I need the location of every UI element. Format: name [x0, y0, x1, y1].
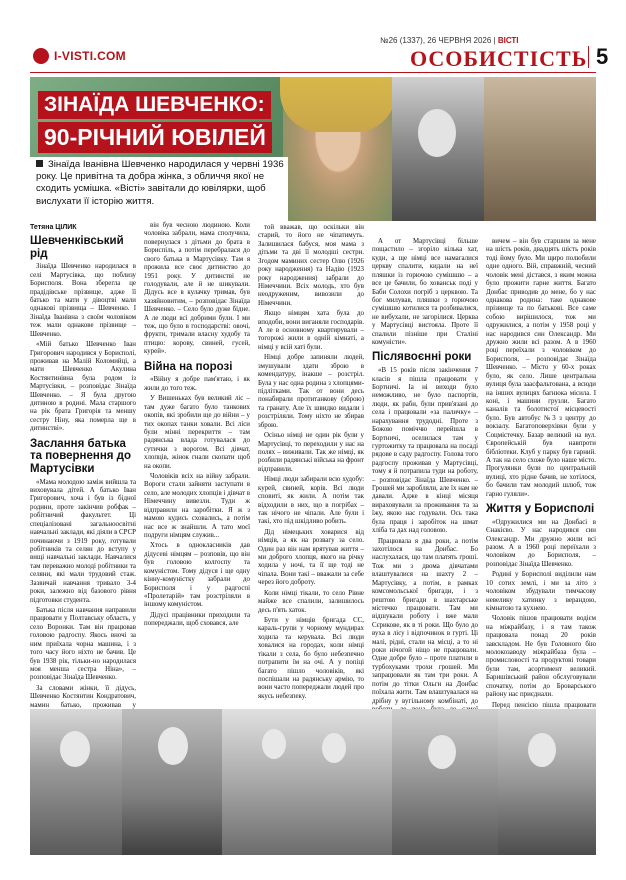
paragraph: Чоловік пішов працювати водієм на міжрайбазу, і я там також працювала понад 20 років завскладом. Не був Головного бію молокозаводу міжрайбаза була – промисловості та продуктові товари були там, асортимент великий. Баришівський район обслуговували спочатку, потім до Броварського району нас приєднали. [486, 615, 596, 699]
paragraph: він був чесною людиною. Коли чоловіка забрали, мама сполучила, повернулася з дітьми до брата в Бориспіль, а потім перебралася до свого батька в Мартусівку. Там я прожила все своє дитинство до 1951 року. У дитинстві не голодували, але й не шикували. Дідусь все в кулачку тримав, був хазяйновитим, – розповідає Зінаїда Шевченко. – Село було дуже бідне. А ле люди всі добрими були. І ми теж, що було в господарстві: овочі, фрукти, тримали власну худобу та птицю: корову, свиней, гусей, курей». [144, 222, 250, 356]
subheading-5: Життя у Борисполі [486, 503, 595, 516]
site-name: I-VISTI.COM [54, 49, 126, 63]
subheading-2: Заслання батька та повернення до Мартусівки [30, 437, 131, 475]
headline-line-2: 90-РІЧНИЙ ЮВІЛЕЙ [38, 122, 272, 153]
header-divider [588, 46, 589, 68]
issue-info: №26 (1337), 26 ЧЕРВНЯ 2026 | ВІСТІ [380, 36, 519, 45]
article-column-2 [144, 222, 250, 631]
archive-photo-3 [222, 709, 392, 855]
paragraph: «Одружилися ми на Донбасі в Єнакієво. У нас народився син Олександр. Ми дружно жили всі разом. А в 1960 році переїхали з чоловіком до Борисполя, – розповідає Зінаїда Шевченко. [486, 518, 596, 568]
archive-photo-1 [30, 709, 122, 855]
paragraph: вичем – він був старшим за мене на шість років, двадцять шість років тоді йому було. Ми щиро полюбили одне одного. Вій, справжній, чесний чоловік мені дістався, з яким можна було прожити гарне життя. Багато Донбас приводив до мене, бо у нас однакова родина: таке однакове прізвище та по батькові. Все саме собою вирішилося, тож ми одружилися, а потім у 1958 році у нас народився син Олександр. Ми дружно жили всі разом. А в 1960 році переїхали з чоловіком до Борисполя, – розповідає Зінаїда Шевченко. – Місто у 60-х роках було, як село. Лише центральна вулиця була заасфальтована, а всюди на інших вулицях багнюка місила. І коні, і машини грузли. Багато каналів та болотистої місцевості було. Був автобус №3 з центру до вокзалу. Багатоповерхівки були у Соцмістечку. Базар великий на вул. Європейській був навпроти бібліотеки. Клуб у парку був гарний. А так на село схоже було наше місто. Прогулянки були по центральній вулиці, хто рідне бачив, не хотілося, бо бачили там молодий шлюб, тож гарно гуляли». [486, 238, 596, 498]
subheading-4: Післявоєнні роки [372, 351, 472, 364]
photo-strip [30, 709, 596, 855]
paragraph: Німці добре запиняли людей, змушували здати зброю в комендатуру, інакше – розстріл. Була у нас одна родина з хлопцями-підлітками. Так от вони десь понабирали протитанкову (зброю) та гранату. Але їх швидко видали і розстріляли. Тому ніхто не збирав зброю. [258, 354, 364, 429]
paragraph: «Війну я добре пам'ятаю, і як жили до того теж. [144, 376, 250, 392]
site-logo-icon [33, 48, 49, 64]
photo-face-detail [60, 731, 90, 767]
subheading-1: Шевченківський рід [30, 235, 124, 260]
article-column-3 [258, 224, 364, 703]
paragraph: Зінаїда Шевченко народилася в селі Мартусівка, що поблизу Борисполя. Вона зберегла це прадідівське прізвище, адже її батько та мати у дівоцтві мали однакові прізвища – Шевченко. І Зінаїда Іванівна з своїм чоловіком теж мали однакове прізвище – Шевченко. [30, 263, 136, 338]
article-column-1 [30, 224, 136, 773]
article-column-4 [372, 238, 478, 761]
paragraph: За словами жінки, її дідусь, Шевченко Костянтин Кондратович, мамин батько, проживав у [30, 684, 136, 709]
photo-face-detail [428, 735, 456, 769]
paragraph: «В 15 років після закінчення 7 класів я пішла працювати у Бортничі. Іа ні виходи було неможливо, не було паспортів, люди, як раби, були прив'язані до села і працювали «за паличку» – нарахування трудодні. Проте з Божою поміччю перейшла в Бортничі, оселилася там у гуртожитку та працювала на посаді рядове в саду радгоспу. Голова того радгоспу проживав у Мартусівці, тому я й потрапила туди на роботу, – розповідає Зінаїда Шевченко. – Грошей ми заробляли, але їх нам не давали. Адже в кінці місяця вираховували за проживання та за їжу, якою нас годували. Ось така була праця і заробіток на шмат хліба та дах над головою. [372, 367, 478, 535]
photo-face-detail [418, 109, 456, 157]
family-photo [484, 77, 596, 221]
photo-face-detail [528, 733, 556, 767]
paragraph: Бути у німців бригада СС, караль-групи у чорному мундирах ходила та керувала. Всі люди ховалися на городах, коли німці тікали з села, бо було небезпечно потрапити їм на очі. А у попіці багато пішло чоловіків, які поспішали на радянську армію, то вони часто попереджали людей про якусь небезпеку. [258, 616, 364, 700]
lead-paragraph: Зінаїда Іванівна Шевченко народилася у червні 1936 року. Це привітна та добра жінка, з обличчя якої не сходить усмішка. «Вісті» завітали до ювілярки, щоб вислухати її історію життя. [36, 159, 284, 207]
paragraph: Чоловіків всіх на війну забрали. Вороги стали зайняти заступати в село, але молодих хлопців і дівчат в Німеччину вивезли. Туди ж відправили на заробітки. Я ж з мамою кудись сховались, а потім нас все ж знайшли. А тато моєї подруги німцям служив... [144, 473, 250, 539]
paragraph: Німці люди забирали всю худобу: курей, свиней, корів. Всі люди сповиті, як жили. А потім так відходили в них, що в погрібах – так нічого не чіпали. Але були і такі, хто під шкідливо робить. [258, 476, 364, 526]
paragraph: Дід німецьких ховарися від німців, а як на розвагу за село. Один раз він нам врятував життя – ми доброго хлопця, якого на річку ходила у ночі, та її ще тоді не чіпала. Вони такі – вважали за себе через його доброту. [258, 528, 364, 587]
header-rule [30, 72, 596, 73]
archive-photo-2 [122, 709, 222, 855]
paragraph: Працювала я два роки, а потім захотілося на Донбас. Бо наслухалася, що там платять гроші. Тож ми з двома дівчатами влаштувалися на шахту 2 – Мартусівку, а потім, в рамках комсомольської бригади, і з рештою бригади в шахтарське містечко працювати. Там ми відшукали роботу і вже мали Сєрикове, як в ті роки. Що було до вуха в лісу і відпочинок в гурті. Ці малі, рідні, стали на місці, а то ні роки нічогой ніщо не працювали. Одне добре було – проте платили в турбохуками трохи грошей. Ми запрацювали як там три роки. А потім до тітки Ольги на Донбас поїхала жити. Там влаштувалася на дрібну у вугільному комбінаті, до [372, 537, 478, 705]
archive-photo-4 [392, 709, 498, 855]
headline [38, 91, 308, 153]
photo-face-detail [322, 733, 346, 763]
photo-face-detail [158, 727, 188, 765]
paragraph: Якщо німцям хата була до вподоби, вони виганяли господарів. А ле в основному квартирували – тогорожі жили в одній кімнаті, а німці у всій хаті були. [258, 310, 364, 351]
paragraph: «Мама молодою заміж вийшла та виховувала дітей. А батько Іван Григорович, хоча і був із бідної родини, проте закінчив робфак – робітничий факультет. Ці спеціалізовані загальноосвітні навчальні заклади, які діяли в СРСР починаючи з 1919 року, готували робітників та селян до вступу у вищі навчальні заклади. Навчалися там переважно молоді робітники та селяни, які мали трудовий стаж. Зазвичай навчання тривало 3-4 роки, залежно від базового рівня підготовки студента. [30, 478, 137, 604]
paragraph: Родині у Борисполі виділили нам 10 сотих землі, і ми за літо з чоловіком збудували тимчасову невелику хатинку з верандою, кімнатою та кухнею. [486, 571, 596, 612]
paragraph: Дідусі працівники приходили та попереджали, щоб сховався, але [144, 611, 250, 628]
paragraph: А от Мартусівці більше пощастило – згоріло кілька хат, куди, а ще німці все намагалися церкву спалити, кидали на неї пляшки із горючою сумішшю – а все це бачили, бо хованськ поді у Баби Солохи погріб з церквою. Та бог милував, пляшки з горючою сумішшю котилися та розбивалися, не вибухали, не загорілися. Церква у Мартусівці вистояла. Проте її спалили пізніше при Сталіні комуністи». [372, 238, 478, 347]
headscarf-photo-detail [280, 77, 396, 132]
paragraph: Хтось в однокласників дав дідусеві німцям – розповів, що він був головою колгоспу та комуністом. Тому дідуся і ще одну кінну-комуністку забрали до Борисполя і у радгоспі «Пролетарій» там розстріляли в іншому комуністом. [144, 542, 250, 609]
paragraph: У Вишеньках був великий ліс – там дуже багато було танкових окопів, які зробили ще до війни – у тих окопах танки ховали. Всі ліси були мінні перекриття – там радянська влада готувалася до сутички з ворогом. Всі дівчат, хлопців, жінок гнали скопати щоб на окопи. [144, 395, 250, 470]
headline-line-1: ЗІНАЇДА ШЕВЧЕНКО: [38, 91, 271, 119]
paragraph: «Мій батько Шевченко Іван Григорович народився у Борисполі, проживав на Малій Коломийці, а мати Шевченко Акулина Костянтинівна була родом із Мартусівки, – розповідає Зінаїда Шевченко. – Я була другою дитиною в родині. Мала старшого на рік брата Григорія та меншу сестру Ніну, яка померла ще в дитинстві». [30, 341, 136, 433]
subheading-3: Війна на порозі [144, 360, 233, 373]
paragraph: Осіньо німці не один рік були у Мартусівці, то переходили у нас на полях – виживали. Так же німці, як розбили радянські війська на фронт відправили. [258, 432, 364, 473]
issue-number: №26 (1337), 26 ЧЕРВНЯ 2026 [380, 36, 492, 45]
author-byline: Тетяна ЦІЛИК [30, 224, 77, 231]
paragraph: Батька після навчання направили працювати у Полтавську область, у село Воронки. Там він працював головою радгоспу. Якось вночі за ним приїхала чорна машина, і з того часу його ніхто не бачив. Це був 1938 рік, тільки-но народилася моя менша сестра Ніна», – розповідає Зінаїда Шевченко. [30, 606, 136, 682]
section-title: ОСОБИСТІСТЬ [410, 46, 588, 71]
paper-name: ВІСТІ [497, 36, 519, 45]
article-column-5 [486, 238, 596, 763]
page-number: 5 [596, 44, 609, 69]
photo-face-detail [262, 729, 286, 759]
paragraph: той вважав, що оскільки він старий, то його не чіпатимуть. Залишилася бабуся, моя мама з дітьми та дві її молодші сестри. Згодом маминих сестер Олю (1926 року народження) та Надію (1923 року народження) забрали до Німеччини. Всіх молодь, хто був неодруженим, вивозили до Німеччини. [258, 224, 364, 307]
paragraph: Перед пенсією пішла працювати [492, 701, 596, 709]
archive-photo-5 [498, 709, 596, 855]
paragraph: Коли німці тікали, то село Рівне майже все спалили, залишилось десь п'ять хаток. [258, 589, 364, 614]
